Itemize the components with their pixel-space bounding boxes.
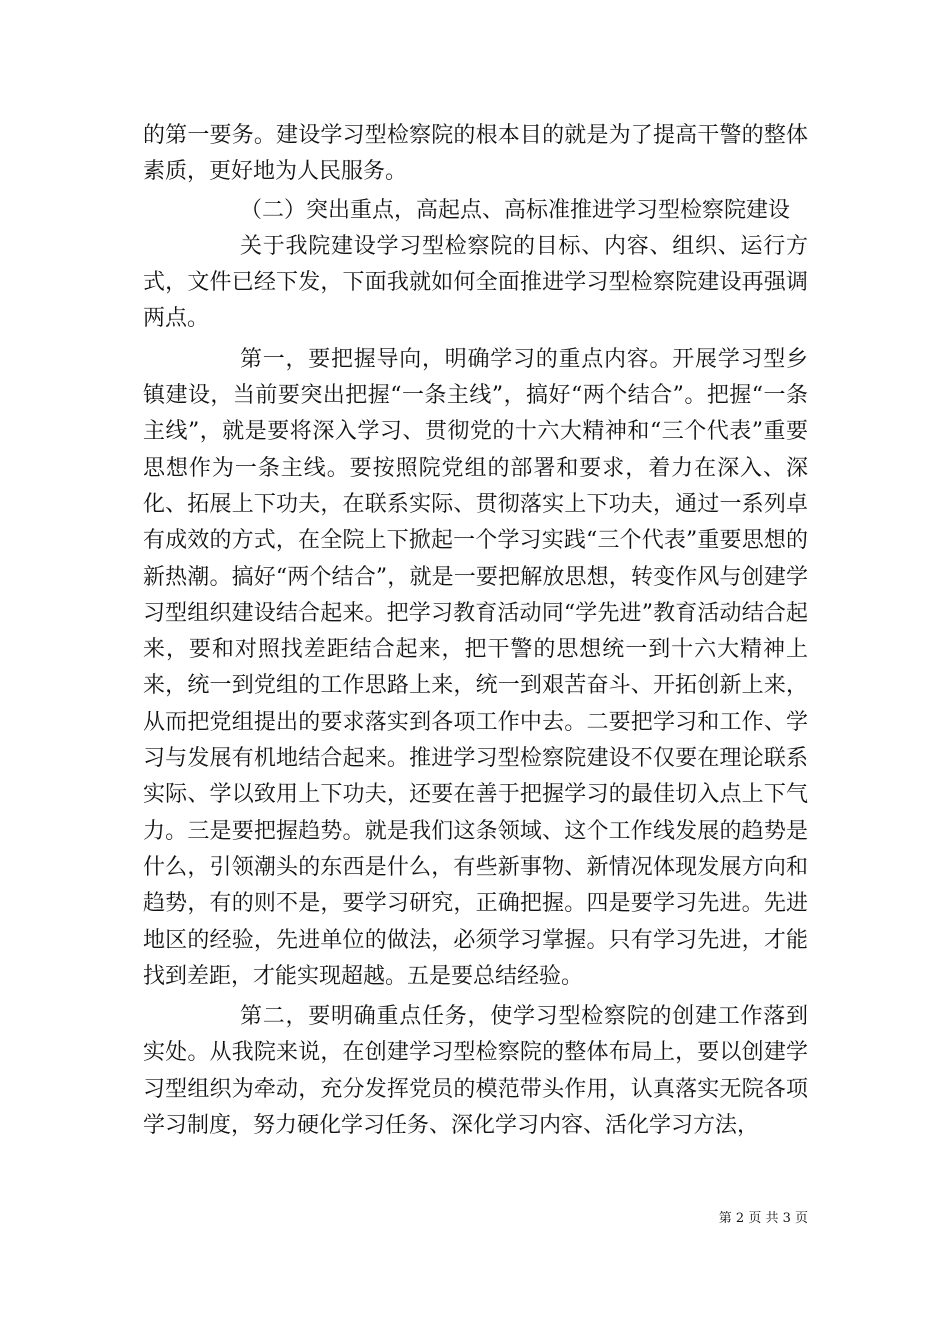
paragraph-first-point: 第一，要把握导向，明确学习的重点内容。开展学习型乡镇建设，当前要突出把握“一条主线”，搞好“两个结合”。把握“一条主线”，就是要将深入学习、贯彻党的十六大精神和“三个代表”重要思想作为一条主线。要按照院党组的部署和要求，着力在深入、深化、拓展上下功夫，在联系实际、贯彻落实上下功夫，通过一系列卓有成效的方式，在全院上下掀起一个学习实践“三个代表”重要思想的新热潮。搞好“两个结合”，就是一要把解放思想，转变作风与创建学习型组织建设结合起来。把学习教育活动同“学先进”教育活动结合起来，要和对照找差距结合起来，把干警的思想统一到十六大精神上来，统一到党组的工作思路上来，统一到艰苦奋斗、开拓创新上来，从而把党组提出的要求落实到各项工作中去。二要把学习和工作、学习与发展有机地结合起来。推进学习型检察院建设不仅要在理论联系实际、学以致用上下功夫，还要在善于把握学习的最佳切入点上下气力。三是要把握趋势。就是我们这条领域、这个工作线发展的趋势是什么，引领潮头的东西是什么，有些新事物、新情况体现发展方向和趋势，有的则不是，要学习研究，正确把握。四是要学习先进。先进地区的经验，先进单位的做法，必须学习掌握。只有学习先进，才能找到差距，才能实现超越。五是要总结经验。	[143, 346, 808, 989]
paragraph-continuation: 的第一要务。建设学习型检察院的根本目的就是为了提高干警的整体素质，更好地为人民服务。	[143, 123, 808, 185]
document-body	[143, 118, 808, 1144]
paragraph-second-point: 第二，要明确重点任务，使学习型检察院的创建工作落到实处。从我院来说，在创建学习型检察院的整体布局上，要以创建学习型组织为牵动，充分发挥党员的模范带头作用，认真落实无院各项学习制度，努力硬化学习任务、深化学习内容、活化学习方法，	[143, 1004, 808, 1139]
page-number-footer: 第 2 页 共 3 页	[718, 1211, 808, 1226]
paragraph-intro: 关于我院建设学习型检察院的目标、内容、组织、运行方式，文件已经下发，下面我就如何全面推进学习型检察院建设再强调两点。	[143, 233, 808, 332]
section-heading: （二）突出重点，高起点、高标准推进学习型检察院建设	[240, 197, 791, 223]
